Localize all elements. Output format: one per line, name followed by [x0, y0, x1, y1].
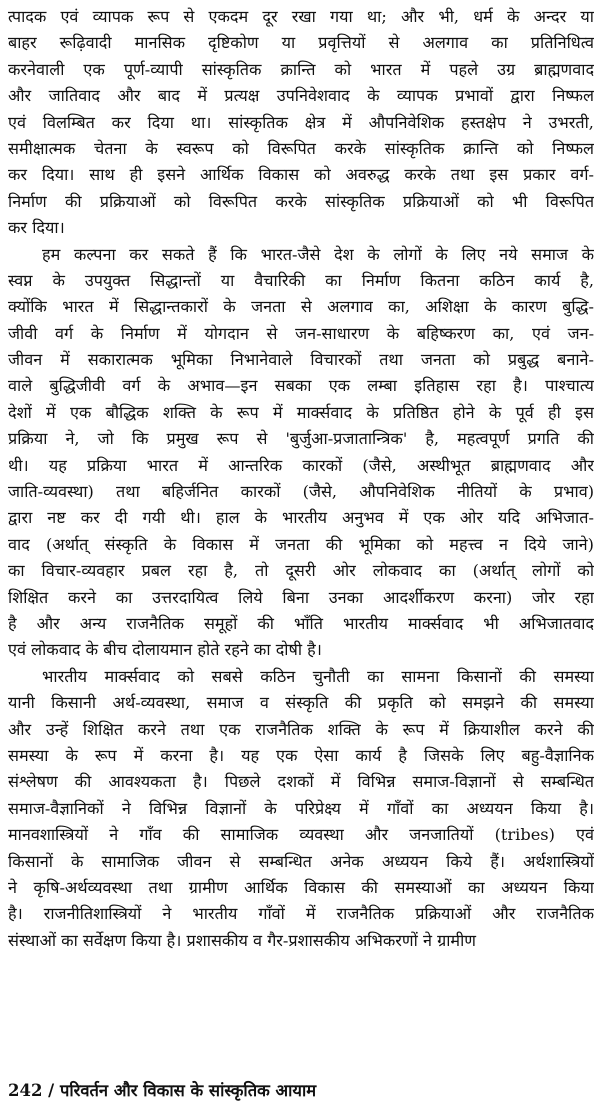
- text-line: किसानों के सामाजिक जीवन से सम्बन्धित अनेक अध्ययन किये हैं। अर्थशास्त्रियों: [8, 851, 594, 871]
- text-line: है और अन्य राजनैतिक समूहों की भाँति भारतीय मार्क्सवाद भी अभिजातवाद: [8, 613, 594, 633]
- text-line: मानवशास्त्रियों ने गाँव की सामाजिक व्यवस्था और जनजातियों (tribes) एवं: [8, 825, 594, 845]
- text-line: प्रक्रिया ने, जो कि प्रमुख रूप से 'बुर्जुआ-प्रजातान्त्रिक' है, महत्वपूर्ण प्रगति की: [8, 429, 594, 449]
- text-line: भारतीय मार्क्सवाद को सबसे कठिन चुनौती का सामना किसानों की समस्या: [42, 666, 594, 686]
- text-line: एवं विलम्बित कर दिया था। सांस्कृतिक क्षेत्र में औपनिवेशिक हस्तक्षेप ने उभरती,: [8, 112, 594, 132]
- paragraph: [8, 4, 594, 242]
- text-line: कर दिया।: [8, 218, 65, 238]
- text-line: संश्लेषण की आवश्यकता है। पिछले दशकों में विभिन्न समाज-विज्ञानों से सम्बन्धित: [8, 772, 594, 792]
- paragraph: [8, 664, 594, 954]
- text-line: का विचार-व्यवहार प्रबल रहा है, तो दूसरी ओर लोकवाद का (अर्थात् लोगों को: [8, 561, 594, 581]
- page-footer: 242 / परिवर्तन और विकास के सांस्कृतिक आयाम: [8, 1081, 317, 1100]
- text-line: वाले बुद्धिजीवी वर्ग के अभाव—इन सबका एक लम्बा इतिहास रहा है। पाश्चात्य: [8, 376, 594, 396]
- text-line: क्योंकि भारत में सिद्धान्तकारों के जनता से अलगाव का, अशिक्षा के कारण बुद्धि-: [8, 297, 594, 317]
- text-line: जाति-व्यवस्था) तथा बहिर्जनित कारकों (जैसे, औपनिवेशिक नीतियों के प्रभाव): [8, 482, 594, 502]
- text-line: द्वारा नष्ट कर दी गयी थी। हाल के भारतीय अनुभव में एक ओर यदि अभिजात-: [8, 508, 594, 528]
- text-line: ने कृषि-अर्थव्यवस्था तथा ग्रामीण आर्थिक विकास की समस्याओं का अध्ययन किया: [8, 877, 594, 897]
- paragraph: [8, 242, 594, 664]
- text-line: समीक्षात्मक चेतना के स्वरूप को विरूपित करके सांस्कृतिक क्रान्ति को निष्फल: [8, 138, 594, 158]
- text-line: यानी किसानी अर्थ-व्यवस्था, समाज व संस्कृति की प्रकृति को समझने की समस्या: [8, 693, 594, 713]
- text-line: समाज-वैज्ञानिकों ने विभिन्न विज्ञानों के परिप्रेक्ष्य में गाँवों का अध्ययन किया है।: [8, 798, 594, 818]
- text-line: वाद (अर्थात् संस्कृति के विकास में जनता की भूमिका को महत्त्व न दिये जाने): [8, 534, 594, 554]
- text-line: जीवन में सकारात्मक भूमिका निभानेवाले विचारकों तथा जनता को प्रबुद्ध बनाने-: [8, 350, 594, 370]
- text-line: निर्माण की प्रक्रियाओं को विरूपित करके सांस्कृतिक प्रक्रियाओं को भी विरूपित: [8, 191, 594, 211]
- text-line: बाहर रूढ़िवादी मानसिक दृष्टिकोण या प्रवृत्तियों से अलगाव का प्रतिनिधित्व: [8, 33, 594, 53]
- text-line: स्वप्न के उपयुक्त सिद्धान्तों या वैचारिकी का निर्माण कितना कठिन कार्य है,: [8, 270, 594, 290]
- text-line: एवं लोकवाद के बीच दोलायमान होते रहने का दोषी है।: [8, 640, 322, 660]
- body-text: [8, 4, 594, 954]
- text-line: हम कल्पना कर सकते हैं कि भारत-जैसे देश के लोगों के लिए नये समाज के: [42, 244, 594, 264]
- text-line: है। राजनीतिशास्त्रियों ने भारतीय गाँवों में राजनैतिक प्रक्रियाओं और राजनैतिक: [8, 904, 594, 924]
- text-line: जीवी वर्ग के निर्माण में योगदान से जन-साधारण के बहिष्करण का, एवं जन-: [8, 323, 594, 343]
- text-line: थी। यह प्रक्रिया भारत में आन्तरिक कारकों (जैसे, अस्थीभूत ब्राह्मणवाद और: [8, 455, 594, 475]
- text-line: संस्थाओं का सर्वेक्षण किया है। प्रशासकीय व गैर-प्रशासकीय अभिकरणों ने ग्रामीण: [8, 930, 476, 950]
- text-line: करनेवाली एक पूर्ण-व्यापी सांस्कृतिक क्रान्ति को भारत में पहले उग्र ब्राह्मणवाद: [8, 59, 594, 79]
- text-line: शिक्षित करने का उत्तरदायित्व लिये बिना उनका आदर्शीकरण करना) जोर रहा: [8, 587, 594, 607]
- text-line: और जातिवाद और बाद में प्रत्यक्ष उपनिवेशवाद के व्यापक प्रभावों द्वारा निष्फल: [8, 86, 594, 106]
- text-line: त्पादक एवं व्यापक रूप से एकदम दूर रखा गया था; और भी, धर्म के अन्दर या: [8, 7, 594, 26]
- text-line: और उन्हें शिक्षित करने तथा एक राजनैतिक शक्ति के रूप में क्रियाशील करने की: [8, 719, 594, 739]
- text-line: समस्या के रूप में करना है। यह एक ऐसा कार्य है जिसके लिए बहु-वैज्ञानिक: [8, 745, 594, 765]
- text-line: देशों में एक बौद्धिक शक्ति के रूप में मार्क्सवाद के प्रतिष्ठित होने के पूर्व ही इस: [8, 402, 594, 422]
- text-line: कर दिया। साथ ही इसने आर्थिक विकास को अवरुद्ध करके तथा इस प्रकार वर्ग-: [8, 165, 594, 185]
